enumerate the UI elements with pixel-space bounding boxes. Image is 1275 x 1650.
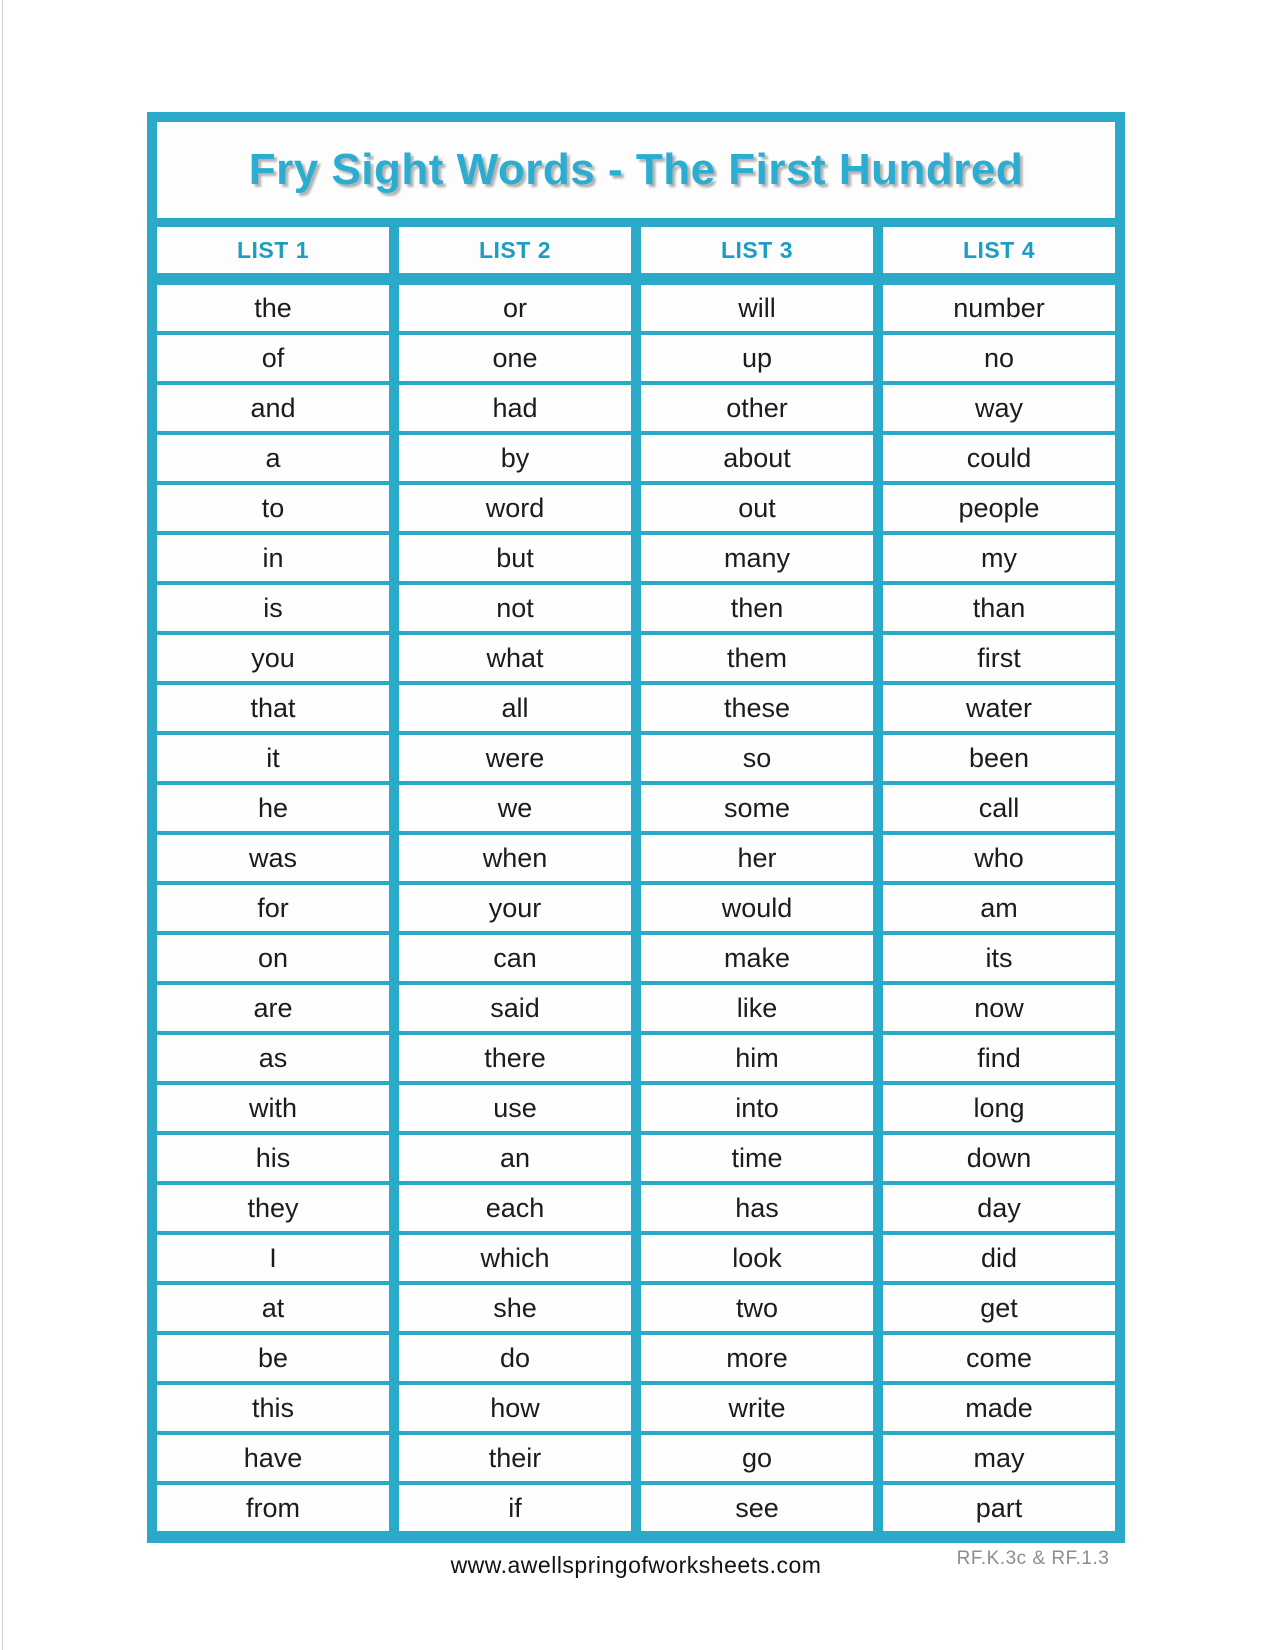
word-cell: into [641, 1085, 873, 1131]
word-cell: each [399, 1185, 631, 1231]
word-cell: is [157, 585, 389, 631]
word-cell: were [399, 735, 631, 781]
word-cell: are [157, 985, 389, 1031]
word-cell: like [641, 985, 873, 1031]
table-body [157, 285, 1115, 1531]
footer-website: www.awellspringofworksheets.com [450, 1552, 822, 1578]
word-cell: will [641, 285, 873, 331]
word-cell: how [399, 1385, 631, 1431]
column-header-list-3: LIST 3 [641, 227, 873, 273]
word-cell: up [641, 335, 873, 381]
word-cell: see [641, 1485, 873, 1531]
word-cell: time [641, 1135, 873, 1181]
word-cell: number [883, 285, 1115, 331]
word-cell: first [883, 635, 1115, 681]
word-cell: he [157, 785, 389, 831]
word-cell: said [399, 985, 631, 1031]
word-cell: did [883, 1235, 1115, 1281]
word-cell: was [157, 835, 389, 881]
word-cell: by [399, 435, 631, 481]
word-cell: day [883, 1185, 1115, 1231]
word-cell: call [883, 785, 1115, 831]
word-cell: now [883, 985, 1115, 1031]
word-cell: look [641, 1235, 873, 1281]
word-cell: these [641, 685, 873, 731]
column-header-list-1: LIST 1 [157, 227, 389, 273]
word-cell: and [157, 385, 389, 431]
word-cell: an [399, 1135, 631, 1181]
word-cell: two [641, 1285, 873, 1331]
word-cell: what [399, 635, 631, 681]
title-band [157, 122, 1115, 218]
word-cell: people [883, 485, 1115, 531]
word-cell: come [883, 1335, 1115, 1381]
word-cell: then [641, 585, 873, 631]
word-cell: many [641, 535, 873, 581]
word-cell: on [157, 935, 389, 981]
word-cell: had [399, 385, 631, 431]
word-cell: this [157, 1385, 389, 1431]
word-cell: but [399, 535, 631, 581]
word-cell: may [883, 1435, 1115, 1481]
sight-words-table [147, 112, 1125, 1543]
word-cell: more [641, 1335, 873, 1381]
word-cell: be [157, 1335, 389, 1381]
word-cell: which [399, 1235, 631, 1281]
word-cell: as [157, 1035, 389, 1081]
word-cell: can [399, 935, 631, 981]
word-cell: am [883, 885, 1115, 931]
word-cell: use [399, 1085, 631, 1131]
word-cell: way [883, 385, 1115, 431]
word-cell: find [883, 1035, 1115, 1081]
word-cell: than [883, 585, 1115, 631]
table-header-row [157, 227, 1115, 273]
word-cell: has [641, 1185, 873, 1231]
word-cell: the [157, 285, 389, 331]
word-cell: his [157, 1135, 389, 1181]
word-cell: write [641, 1385, 873, 1431]
word-cell: from [157, 1485, 389, 1531]
word-cell: no [883, 335, 1115, 381]
word-cell: get [883, 1285, 1115, 1331]
word-cell: to [157, 485, 389, 531]
word-cell: with [157, 1085, 389, 1131]
word-cell: that [157, 685, 389, 731]
word-cell: part [883, 1485, 1115, 1531]
word-cell: been [883, 735, 1115, 781]
word-cell: it [157, 735, 389, 781]
word-cell: have [157, 1435, 389, 1481]
word-cell: there [399, 1035, 631, 1081]
word-cell: out [641, 485, 873, 531]
word-cell: she [399, 1285, 631, 1331]
word-cell: or [399, 285, 631, 331]
word-cell: of [157, 335, 389, 381]
footer-standards: RF.K.3c & RF.1.3 [956, 1548, 1110, 1569]
word-cell: them [641, 635, 873, 681]
word-cell: its [883, 935, 1115, 981]
word-cell: in [157, 535, 389, 581]
word-cell: make [641, 935, 873, 981]
word-cell: some [641, 785, 873, 831]
word-cell: at [157, 1285, 389, 1331]
column-header-list-4: LIST 4 [883, 227, 1115, 273]
word-cell: we [399, 785, 631, 831]
word-cell: would [641, 885, 873, 931]
word-cell: who [883, 835, 1115, 881]
word-cell: other [641, 385, 873, 431]
word-cell: go [641, 1435, 873, 1481]
word-cell: my [883, 535, 1115, 581]
word-cell: one [399, 335, 631, 381]
word-cell: they [157, 1185, 389, 1231]
word-cell: your [399, 885, 631, 931]
word-cell: made [883, 1385, 1115, 1431]
word-cell: water [883, 685, 1115, 731]
scan-edge-artifact [2, 0, 3, 1650]
word-cell: you [157, 635, 389, 681]
word-cell: do [399, 1335, 631, 1381]
word-cell: word [399, 485, 631, 531]
word-cell: all [399, 685, 631, 731]
word-cell: him [641, 1035, 873, 1081]
word-cell: could [883, 435, 1115, 481]
word-cell: so [641, 735, 873, 781]
word-cell: down [883, 1135, 1115, 1181]
word-cell: their [399, 1435, 631, 1481]
page-title: Fry Sight Words - The First Hundred [248, 145, 1024, 194]
word-cell: when [399, 835, 631, 881]
word-cell: her [641, 835, 873, 881]
word-cell: long [883, 1085, 1115, 1131]
word-cell: for [157, 885, 389, 931]
word-cell: not [399, 585, 631, 631]
word-cell: a [157, 435, 389, 481]
word-cell: I [157, 1235, 389, 1281]
word-cell: if [399, 1485, 631, 1531]
column-header-list-2: LIST 2 [399, 227, 631, 273]
word-cell: about [641, 435, 873, 481]
